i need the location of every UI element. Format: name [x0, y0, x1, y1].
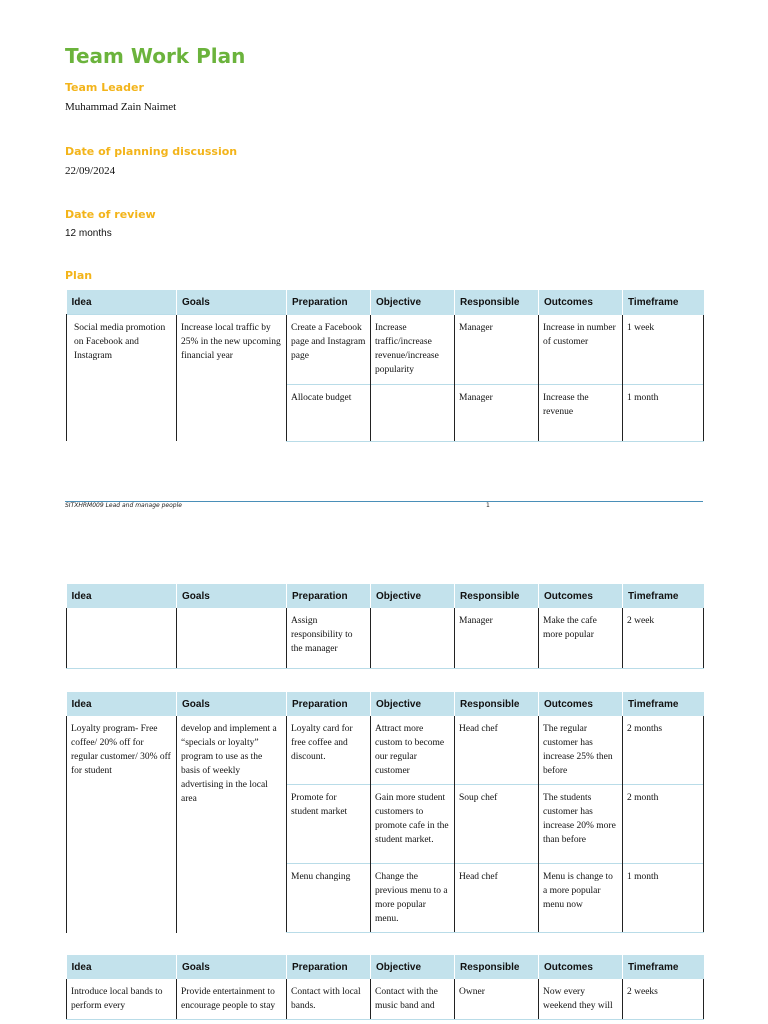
preparation-cell: Contact with local bands.: [287, 979, 371, 1020]
table-row: [67, 315, 704, 385]
preparation-cell: Menu changing: [287, 864, 371, 933]
planning-date-label: Date of planning discussion: [65, 145, 238, 158]
header-preparation: Preparation: [287, 692, 371, 716]
idea-cell: [67, 608, 177, 668]
timeframe-cell: 2 weeks: [623, 979, 704, 1020]
table-row: [67, 716, 704, 785]
outcomes-cell: The regular customer has increase 25% then before: [539, 716, 623, 785]
objective-cell: [371, 608, 455, 668]
plan-label: Plan: [65, 269, 93, 282]
header-responsible: Responsible: [455, 290, 539, 315]
table-header-row: [67, 584, 704, 608]
planning-date-value: 22/09/2024: [65, 165, 116, 177]
header-outcomes: Outcomes: [539, 955, 623, 979]
team-leader-label: Team Leader: [65, 81, 144, 94]
team-leader-value: Muhammad Zain Naimet: [65, 101, 177, 113]
header-idea: Idea: [67, 955, 177, 979]
objective-cell: Attract more custom to become our regular customer: [371, 716, 455, 785]
header-idea: Idea: [67, 584, 177, 608]
table-header-row: [67, 955, 704, 979]
outcomes-cell: Make the cafe more popular: [539, 608, 623, 668]
header-goals: Goals: [177, 692, 287, 716]
objective-cell: [371, 384, 455, 441]
timeframe-cell: 1 month: [623, 384, 704, 441]
header-timeframe: Timeframe: [623, 290, 704, 315]
goals-cell: [177, 608, 287, 668]
header-responsible: Responsible: [455, 584, 539, 608]
outcomes-cell: The students customer has increase 20% more than before: [539, 785, 623, 864]
header-outcomes: Outcomes: [539, 584, 623, 608]
preparation-cell: Assign responsibility to the manager: [287, 608, 371, 668]
timeframe-cell: 2 week: [623, 608, 704, 668]
preparation-cell: Allocate budget: [287, 384, 371, 441]
idea-cell: Loyalty program- Free coffee/ 20% off for regular customer/ 30% off for student: [67, 716, 177, 933]
preparation-cell: Loyalty card for free coffee and discount.: [287, 716, 371, 785]
outcomes-cell: Now every weekend they will: [539, 979, 623, 1020]
header-timeframe: Timeframe: [623, 692, 704, 716]
plan-table-4: [66, 955, 704, 1020]
header-goals: Goals: [177, 290, 287, 315]
objective-cell: Gain more student customers to promote cafe in the student market.: [371, 785, 455, 864]
review-date-value: 12 months: [65, 228, 112, 239]
table-row: [67, 979, 704, 1020]
idea-cell: Social media promotion on Facebook and Instagram: [67, 315, 177, 442]
objective-cell: Change the previous menu to a more popular menu.: [371, 864, 455, 933]
header-objective: Objective: [371, 290, 455, 315]
timeframe-cell: 2 months: [623, 716, 704, 785]
outcomes-cell: Increase in number of customer: [539, 315, 623, 385]
responsible-cell: Owner: [455, 979, 539, 1020]
header-responsible: Responsible: [455, 692, 539, 716]
timeframe-cell: 1 month: [623, 864, 704, 933]
outcomes-cell: Menu is change to a more popular menu now: [539, 864, 623, 933]
responsible-cell: Head chef: [455, 716, 539, 785]
footer-unit-text: SITXHRM009 Lead and manage people: [65, 502, 182, 509]
goals-cell: Increase local traffic by 25% in the new upcoming financial year: [177, 315, 287, 442]
table-header-row: [67, 290, 704, 315]
responsible-cell: Manager: [455, 315, 539, 385]
responsible-cell: Head chef: [455, 864, 539, 933]
header-timeframe: Timeframe: [623, 584, 704, 608]
objective-cell: Contact with the music band and: [371, 979, 455, 1020]
table-header-row: [67, 692, 704, 716]
responsible-cell: Soup chef: [455, 785, 539, 864]
header-idea: Idea: [67, 290, 177, 315]
responsible-cell: Manager: [455, 608, 539, 668]
outcomes-cell: Increase the revenue: [539, 384, 623, 441]
preparation-cell: Promote for student market: [287, 785, 371, 864]
header-preparation: Preparation: [287, 584, 371, 608]
plan-table-2: [66, 584, 704, 669]
header-preparation: Preparation: [287, 955, 371, 979]
goals-cell: develop and implement a “specials or loyalty” program to use as the basis of weekly advertising in the local area: [177, 716, 287, 933]
preparation-cell: Create a Facebook page and Instagram page: [287, 315, 371, 385]
timeframe-cell: 2 month: [623, 785, 704, 864]
header-responsible: Responsible: [455, 955, 539, 979]
review-date-label: Date of review: [65, 208, 156, 221]
objective-cell: Increase traffic/increase revenue/increase popularity: [371, 315, 455, 385]
header-outcomes: Outcomes: [539, 290, 623, 315]
header-goals: Goals: [177, 955, 287, 979]
plan-table-1: [66, 290, 704, 442]
footer-page-number: 1: [486, 502, 490, 509]
header-idea: Idea: [67, 692, 177, 716]
header-objective: Objective: [371, 955, 455, 979]
header-objective: Objective: [371, 584, 455, 608]
plan-table-3: [66, 692, 704, 933]
goals-cell: Provide entertainment to encourage people to stay: [177, 979, 287, 1020]
document-title: Team Work Plan: [65, 44, 246, 68]
table-row: [67, 608, 704, 668]
header-outcomes: Outcomes: [539, 692, 623, 716]
header-objective: Objective: [371, 692, 455, 716]
timeframe-cell: 1 week: [623, 315, 704, 385]
header-goals: Goals: [177, 584, 287, 608]
responsible-cell: Manager: [455, 384, 539, 441]
header-preparation: Preparation: [287, 290, 371, 315]
idea-cell: Introduce local bands to perform every: [67, 979, 177, 1020]
header-timeframe: Timeframe: [623, 955, 704, 979]
